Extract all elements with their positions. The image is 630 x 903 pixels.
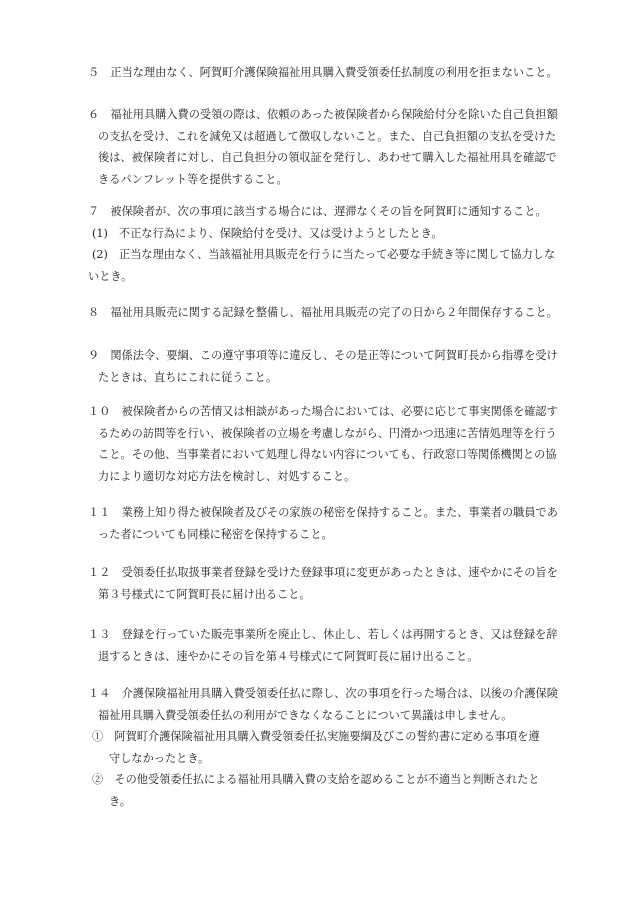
item-8-line-1: ８ 福祉用具販売に関する記録を整備し、福祉用具販売の完了の日から２年間保存すること。 xyxy=(88,306,558,319)
item-14-sub-2-line-2: き。 xyxy=(109,794,131,808)
item-14-line-2: 福祉用具購入費受領委任払の利用ができなくなることについて異議は申しません。 xyxy=(98,708,513,722)
item-14-line-1: １４ 介護保険福祉用具購入費受領委任払に際し、次の事項を行った場合は、以後の介護保険 xyxy=(88,687,558,700)
item-14-sub-1-line-2: 守しなかったとき。 xyxy=(109,751,210,765)
item-11-line-2: った者についても同様に秘密を保持すること。 xyxy=(98,527,333,541)
item-7 xyxy=(88,201,558,287)
item-9-line-2: たときは、直ちにこれに従うこと。 xyxy=(98,370,278,384)
item-7-line-1: ７ 被保険者が、次の事項に該当する場合には、遅滞なくその旨を阿賀町に通知すること。 xyxy=(88,205,547,218)
item-12-line-2: 第３号様式にて阿賀町長に届け出ること。 xyxy=(98,587,311,601)
item-14-sub-2-line-1: ② その他受領委任払による福祉用具購入費の支給を認めることが不適当と判断されたと xyxy=(92,773,540,786)
item-5-line-1: ５ 正当な理由なく、阿賀町介護保険福祉用具購入費受領委任払制度の利用を拒まないこと。 xyxy=(88,66,558,79)
item-7-line-4: いとき。 xyxy=(88,269,133,283)
item-14-sub-1-line-1: ① 阿賀町介護保険福祉用具購入費受領委任払実施要綱及びこの誓約書に定める事項を遵 xyxy=(92,730,540,743)
item-12 xyxy=(88,562,558,605)
item-9 xyxy=(88,345,558,388)
item-6-line-4: きるパンフレット等を提供すること。 xyxy=(98,172,288,186)
item-11 xyxy=(88,502,558,545)
item-10-line-3: こと。その他、当事業者において処理し得ない内容についても、行政窓口等関係機関との協 xyxy=(98,448,557,461)
item-10 xyxy=(88,401,558,487)
item-13-line-1: １３ 登録を行っていた販売事業所を廃止し、休止し、若しくは再開するとき、又は登録を辞 xyxy=(88,628,558,641)
item-13-line-2: 退するときは、速やかにその旨を第４号様式にて阿賀町長に届け出ること。 xyxy=(98,649,479,663)
item-6 xyxy=(88,104,558,190)
item-7-sub-1: (1) 不正な行為により、保険給付を受け、又は受けようとしたとき。 xyxy=(92,226,443,240)
item-10-line-4: 力により適切な対応方法を検討し、対処すること。 xyxy=(98,469,356,483)
item-12-line-1: １２ 受領委任払取扱事業者登録を受けた登録事項に変更があったときは、速やかにその旨を xyxy=(88,566,558,579)
item-6-line-3: 後は、被保険者に対し、自己負担分の領収証を発行し、あわせて購入した福祉用具を確認で xyxy=(98,151,557,164)
item-11-line-1: １１ 業務上知り得た被保険者及びその家族の秘密を保持すること。また、事業者の職員であ xyxy=(88,506,558,519)
item-13 xyxy=(88,624,558,667)
item-7-sub-2: (2) 正当な理由なく、当該福祉用具販売を行うに当たって必要な手続き等に関して協力しな xyxy=(92,248,556,261)
item-14 xyxy=(88,683,558,812)
item-6-line-1: ６ 福祉用具購入費の受領の際は、依頼のあった被保険者から保険給付分を除いた自己負担額 xyxy=(88,108,558,121)
item-6-line-2: の支払を受け、これを減免又は超過して徴収しないこと。また、自己負担額の支払を受けた xyxy=(98,129,557,143)
item-8 xyxy=(88,302,558,324)
item-5 xyxy=(88,62,558,84)
item-10-line-1: １０ 被保険者からの苦情又は相談があった場合においては、必要に応じて事実関係を確認す xyxy=(88,405,558,418)
item-9-line-1: ９ 関係法令、要綱、この遵守事項等に違反し、その是正等について阿賀町長から指導を受け xyxy=(88,349,558,362)
item-10-line-2: るための訪問等を行い、被保険者の立場を考慮しながら、円滑かつ迅速に苦情処理等を行う xyxy=(98,426,557,440)
